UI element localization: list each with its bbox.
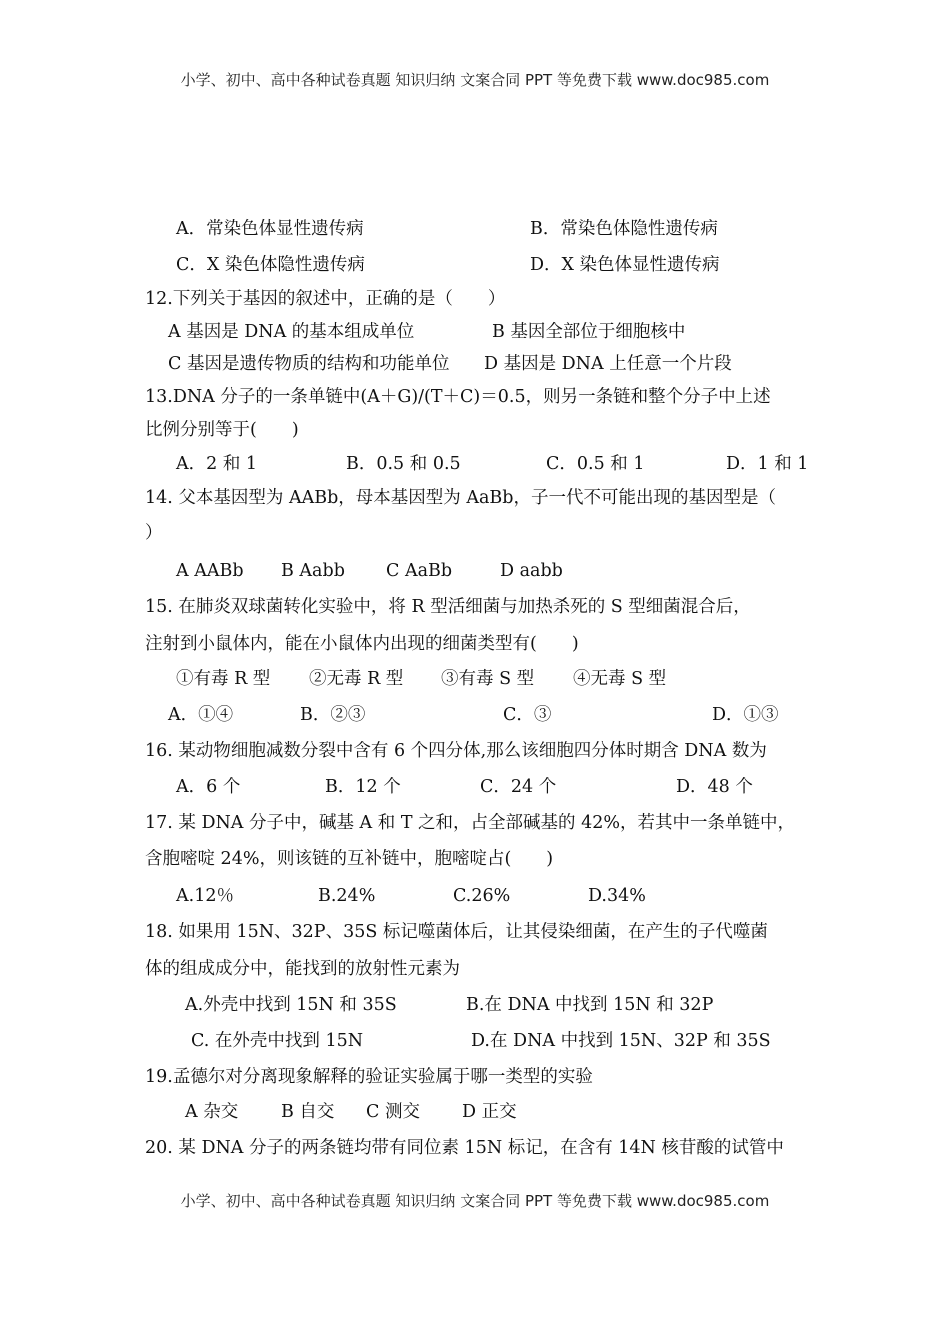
q15-option-a: A．①④ [168,705,234,725]
q11-option-c: C．X 染色体隐性遗传病 [176,255,365,275]
page-header: 小学、初中、高中各种试卷真题 知识归纳 文案合同 PPT 等免费下载 www.doc985.com [180,71,770,89]
q11-option-b: B．常染色体隐性遗传病 [530,219,718,239]
q19-option-a: A 杂交 [185,1102,239,1122]
q15-stem-line1: 15. 在肺炎双球菌转化实验中，将 R 型活细菌与加热杀死的 S 型细菌混合后， [145,597,751,617]
q13-option-b: B．0.5 和 0.5 [346,454,461,474]
q12-option-a: A 基因是 DNA 的基本组成单位 [168,322,415,342]
q15-item-4: ④无毒 S 型 [573,669,667,689]
q16-option-a: A．6 个 [176,777,241,797]
q18-stem-line1: 18. 如果用 15N、32P、35S 标记噬菌体后，让其侵染细菌，在产生的子代噬菌 [145,922,768,942]
q16-option-c: C．24 个 [480,777,557,797]
q17-stem-line2: 含胞嘧啶 24%，则该链的互补链中，胞嘧啶占( ) [145,849,554,869]
q14-option-c: C AaBb [386,561,453,581]
q16-option-b: B．12 个 [325,777,401,797]
q14-option-d: D aabb [500,561,563,581]
q15-item-2: ②无毒 R 型 [309,669,404,689]
q17-option-b: B.24% [318,886,376,906]
q13-option-c: C．0.5 和 1 [546,454,645,474]
q15-stem-line2: 注射到小鼠体内，能在小鼠体内出现的细菌类型有( ) [145,634,579,654]
q15-option-d: D．①③ [712,705,779,725]
q15-item-1: ①有毒 R 型 [176,669,271,689]
q14-option-b: B Aabb [281,561,345,581]
q12-option-b: B 基因全部位于细胞核中 [492,322,686,342]
q15-option-b: B．②③ [300,705,366,725]
q13-option-a: A．2 和 1 [176,454,258,474]
q12-option-d: D 基因是 DNA 上任意一个片段 [484,354,732,374]
q17-option-d: D.34% [588,886,646,906]
q15-item-3: ③有毒 S 型 [441,669,535,689]
q19-option-d: D 正交 [462,1102,517,1122]
q14-option-a: A AABb [176,561,244,581]
q12-stem: 12.下列关于基因的叙述中，正确的是（ ） [145,289,506,309]
q19-option-c: C 测交 [366,1102,420,1122]
q15-option-c: C．③ [503,705,552,725]
q19-option-b: B 自交 [281,1102,335,1122]
q20-stem: 20. 某 DNA 分子的两条链均带有同位素 15N 标记，在含有 14N 核苷酸的试管中 [145,1138,784,1158]
q18-option-b: B.在 DNA 中找到 15N 和 32P [466,995,714,1015]
q14-stem-line1: 14. 父本基因型为 AABb，母本基因型为 AaBb，子一代不可能出现的基因型是（ [145,488,776,508]
q11-option-a: A．常染色体显性遗传病 [176,219,364,239]
page-footer: 小学、初中、高中各种试卷真题 知识归纳 文案合同 PPT 等免费下载 www.doc985.com [180,1192,770,1210]
q13-stem-line2: 比例分别等于( ) [145,420,299,440]
q19-stem: 19.孟德尔对分离现象解释的验证实验属于哪一类型的实验 [145,1067,593,1087]
q17-option-a: A.12％ [176,886,234,906]
q18-option-a: A.外壳中找到 15N 和 35S [185,995,397,1015]
q18-option-d: D.在 DNA 中找到 15N、32P 和 35S [471,1031,771,1051]
q17-stem-line1: 17. 某 DNA 分子中，碱基 A 和 T 之和，占全部碱基的 42%，若其中一条单链中， [145,813,796,833]
q11-option-d: D．X 染色体显性遗传病 [530,255,720,275]
q13-option-d: D．1 和 1 [726,454,809,474]
q18-option-c: C. 在外壳中找到 15N [191,1031,364,1051]
q12-option-c: C 基因是遗传物质的结构和功能单位 [168,354,450,374]
q13-stem-line1: 13.DNA 分子的一条单链中(A＋G)/(T＋C)＝0.5，则另一条链和整个分子中上述 [145,387,771,407]
q16-option-d: D．48 个 [676,777,753,797]
q16-stem: 16. 某动物细胞减数分裂中含有 6 个四分体,那么该细胞四分体时期含 DNA 数为 [145,741,767,761]
q18-stem-line2: 体的组成成分中，能找到的放射性元素为 [145,959,460,979]
q14-stem-line2: ） [145,523,163,543]
q17-option-c: C.26% [453,886,511,906]
